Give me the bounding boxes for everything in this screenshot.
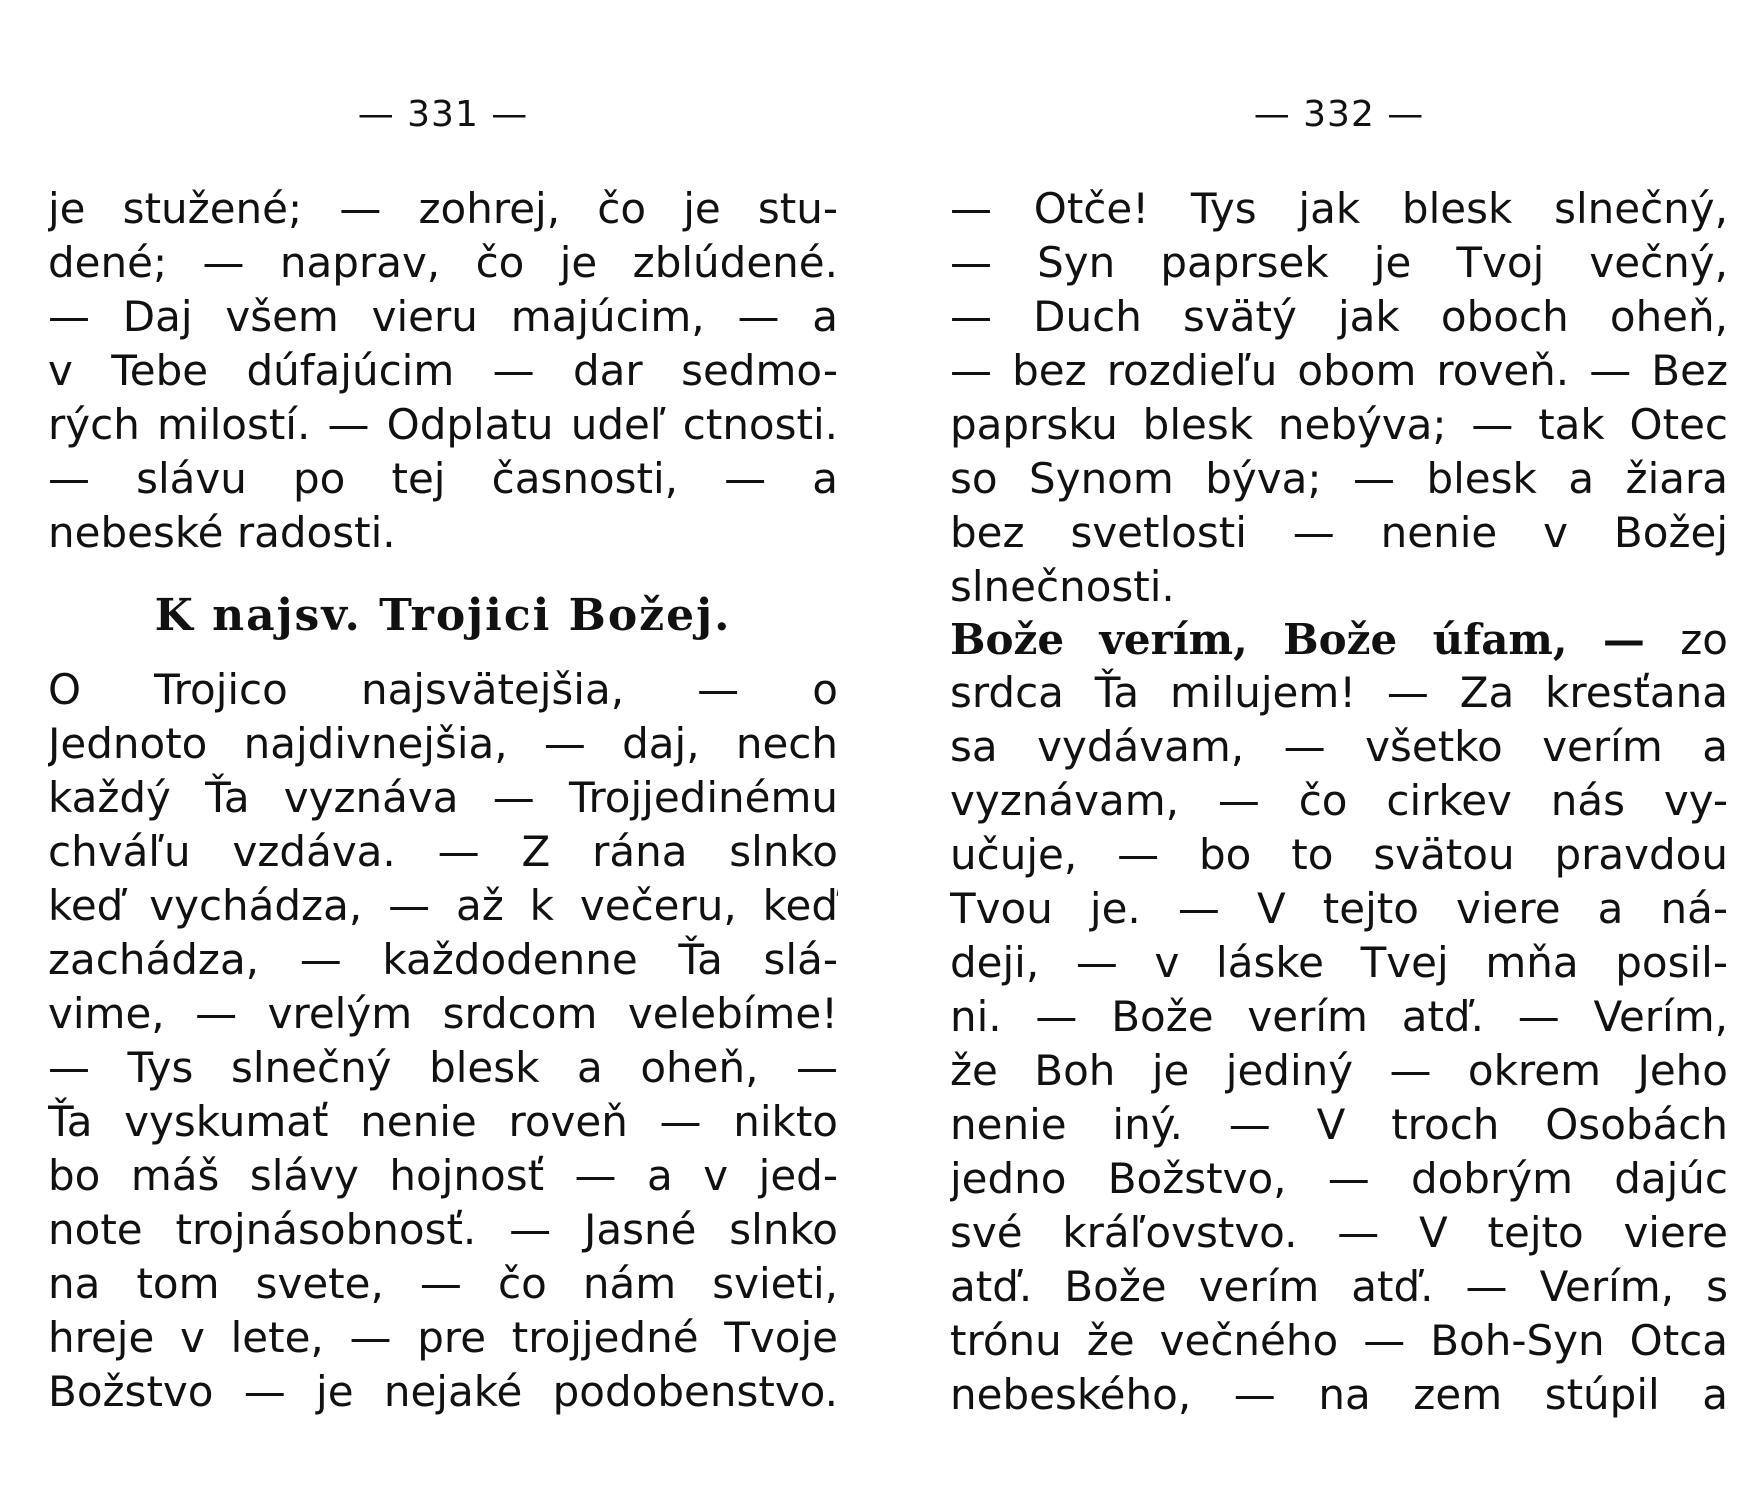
text-line: nebeského, — na zem stúpil a [950, 1370, 1728, 1419]
text-line: nenie iný. — V troch Osobách [950, 1100, 1728, 1149]
left-text-block-top [48, 182, 838, 560]
text-line: zachádza, — každodenne Ťa slá- [48, 935, 838, 984]
text-line: — Otče! Tys jak blesk slnečný, [950, 184, 1728, 233]
text-line: v Tebe dúfajúcim — dar sedmo- [48, 346, 838, 395]
text-line: — bez rozdieľu obom roveň. — Bez [950, 346, 1728, 395]
text-line: srdca Ťa milujem! — Za kresťana [950, 668, 1728, 717]
text-line: Jednoto najdivnejšia, — daj, nech [48, 719, 838, 768]
text-line: keď vychádza, — až k večeru, keď [48, 881, 838, 930]
text-line: vyznávam, — čo cirkev nás vy- [950, 776, 1728, 825]
text-line: O Trojico najsvätejšia, — o [48, 665, 838, 714]
section-heading [950, 612, 1728, 668]
text-line: — Daj všem vieru majúcim, — a [48, 292, 838, 341]
text-line: rých milostí. — Odplatu udeľ ctnosti. [48, 400, 838, 449]
text-line: — Syn paprsek je Tvoj večný, [950, 238, 1728, 287]
text-line: že Boh je jediný — okrem Jeho [950, 1046, 1728, 1095]
page-number: — 331 — [357, 94, 529, 135]
section-heading: K najsv. Trojici Božej. [154, 590, 732, 641]
text-line: je stužené; — zohrej, čo je stu- [48, 184, 838, 233]
left-page [48, 0, 838, 1500]
text-line: jedno Božstvo, — dobrým dajúc [950, 1154, 1728, 1203]
text-line: své kráľovstvo. — V tejto viere [950, 1208, 1728, 1257]
text-line: Ťa vyskumať nenie roveň — nikto [48, 1097, 838, 1146]
text-line: — Duch svätý jak oboch oheň, [950, 292, 1728, 341]
text-line: dené; — naprav, čo je zblúdené. [48, 238, 838, 287]
text-line: so Synom býva; — blesk a žiara [950, 454, 1728, 503]
page-number: — 332 — [1253, 94, 1425, 135]
heading-bold-text: Bože verím, Bože úfam, — [950, 615, 1645, 664]
text-line: — slávu po tej časnosti, — a [48, 454, 838, 503]
right-text-block-bottom [950, 666, 1728, 1422]
text-line: — Tys slnečný blesk a oheň, — [48, 1043, 838, 1092]
text-line: chváľu vzdáva. — Z rána slnko [48, 827, 838, 876]
text-line: hreje v lete, — pre trojjedné Tvoje [48, 1313, 838, 1362]
text-line: bo máš slávy hojnosť — a v jed- [48, 1151, 838, 1200]
text-line: paprsku blesk nebýva; — tak Otec [950, 400, 1728, 449]
text-line: sa vydávam, — všetko verím a [950, 722, 1728, 771]
text-line: učuje, — bo to svätou pravdou [950, 830, 1728, 879]
text-line: ni. — Bože verím atď. — Verím, [950, 992, 1728, 1041]
right-text-block-top [950, 182, 1728, 614]
text-line: každý Ťa vyznáva — Trojjedinému [48, 773, 838, 822]
text-line: Božstvo — je nejaké podobenstvo. [48, 1367, 838, 1416]
text-line: atď. Bože verím atď. — Verím, s [950, 1262, 1728, 1311]
right-page [950, 0, 1728, 1500]
text-line: bez svetlosti — nenie v Božej [950, 508, 1728, 557]
text-line: note trojnásobnosť. — Jasné slnko [48, 1205, 838, 1254]
text-line: vime, — vrelým srdcom velebíme! [48, 989, 838, 1038]
left-text-block-bottom [48, 663, 838, 1419]
text-line: deji, — v láske Tvej mňa posil- [950, 938, 1728, 987]
text-line: nebeské radosti. [48, 508, 396, 557]
heading-continuation-text: zo [1680, 615, 1729, 664]
text-line: na tom svete, — čo nám svieti, [48, 1259, 838, 1308]
text-line: Tvou je. — V tejto viere a ná- [950, 884, 1728, 933]
text-line: slnečnosti. [950, 562, 1175, 611]
text-line: trónu že večného — Boh-Syn Otca [950, 1316, 1728, 1365]
